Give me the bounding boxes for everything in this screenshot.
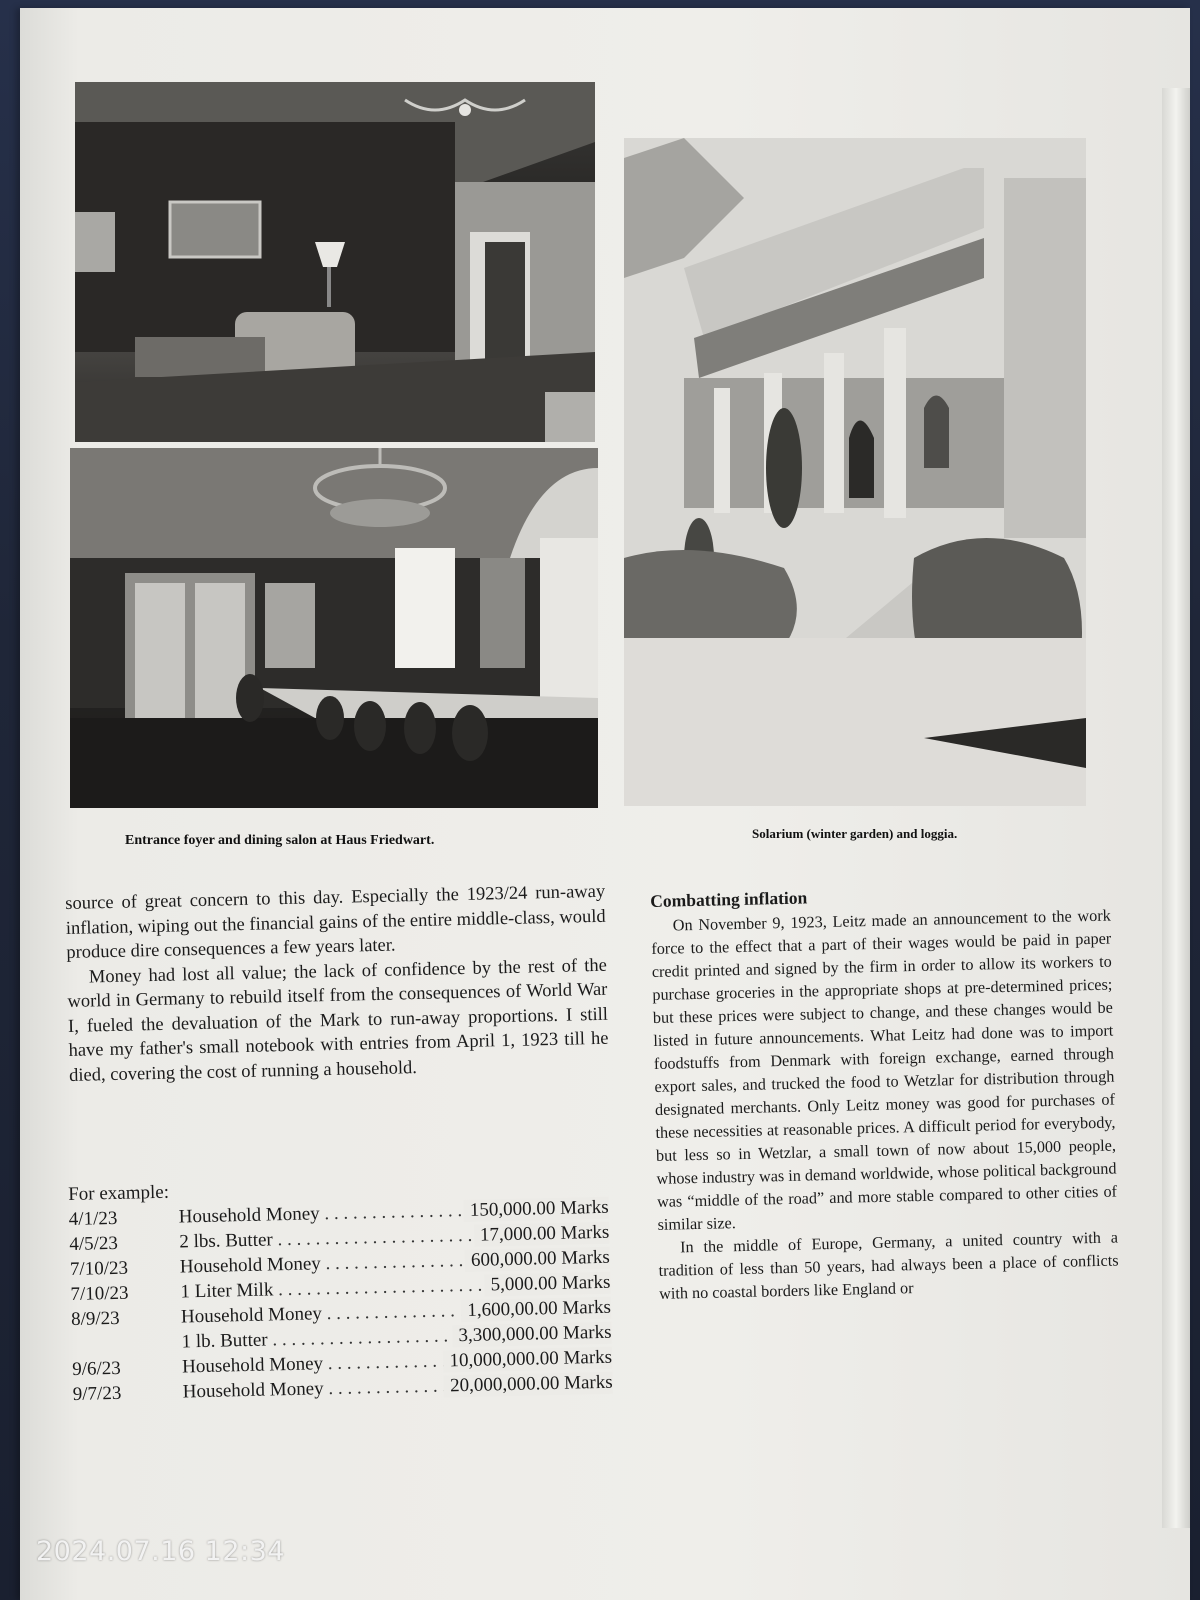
table-row: 4/1/23 Household Money . . . 150,000.00 Marks [69,1197,609,1234]
table-intro: For example: [68,1181,170,1205]
dining-photo-drawing [70,448,598,808]
caption-solarium: Solarium (winter garden) and loggia. [752,826,958,841]
foyer-photo [75,82,595,442]
paragraph: On November 9, 1923, Leitz made an announcement to the work force to the effect that a part of their wages would be paid in paper credit printed and signed by the firm in order to allow its workers to purchase groceries in the appropriate shops at pre-determined prices; but these prices were subject to change, and these changes would be listed in future announcements. What Leitz had done was to import foodstuffs from Denmark with foreign exchange, earned through export sales, and trucked the food to Wetzlar for distribution through designated merchants. Only Leitz money was good for purchases of these necessities at reasonable prices. A difficult period for everybody, but less so in Wetzlar, a small town of now about 15,000 people, whose industry was in demand worldwide, whose political background was “middle of the road” and more stable compared to other cities of similar size. [651,906,1118,1234]
paragraph: In the middle of Europe, Germany, a united country with a tradition of less than 50 years, had always been a place of conflicts with no coastal borders like England or [658,1228,1119,1303]
solarium-photo [624,138,1086,806]
table-row: 7/10/23 1 Liter Milk . . . 5,000.00 Marks [70,1272,610,1309]
right-column-text [650,880,1119,1306]
table-row: 9/7/23 Household Money . . . 20,000,000.00 Marks [73,1372,613,1409]
paragraph: Money had lost all value; the lack of confidence by the rest of the world in Germany to rebuild itself from the consequences of World War I, fueled the devaluation of the Mark to run-away proportions. I still have my father's small notebook with entries from April 1, 1923 till he died, covering the cost of running a household. [67,955,609,1086]
left-column-text [65,880,609,1088]
foyer-photo-drawing [75,82,595,442]
dining-photo [70,448,598,808]
solarium-photo-drawing [624,138,1086,806]
paragraph: source of great concern to this day. Especially the 1923/24 run-away inflation, wiping out the financial gains of the entire middle-class, would produce dire consequences a few years later. [65,881,606,963]
table-row: 9/6/23 Household Money . . . 10,000,000.00 Marks [72,1347,612,1384]
household-cost-table [68,1172,613,1409]
section-heading: Combatting inflation [650,887,808,911]
table-row: 7/10/23 Household Money . . . 600,000.00 Marks [70,1247,610,1284]
page-edge [1162,88,1190,1528]
photo-timestamp: 2024.07.16 12:34 [36,1536,285,1567]
table-row: 1 lb. Butter . . . 3,300,000.00 Marks [71,1322,611,1359]
caption-foyer-dining: Entrance foyer and dining salon at Haus Friedwart. [125,833,435,848]
table-row: 8/9/23 Household Money . . . 1,600,00.00 Marks [71,1297,611,1334]
table-row: 4/5/23 2 lbs. Butter . . . 17,000.00 Marks [69,1222,609,1259]
